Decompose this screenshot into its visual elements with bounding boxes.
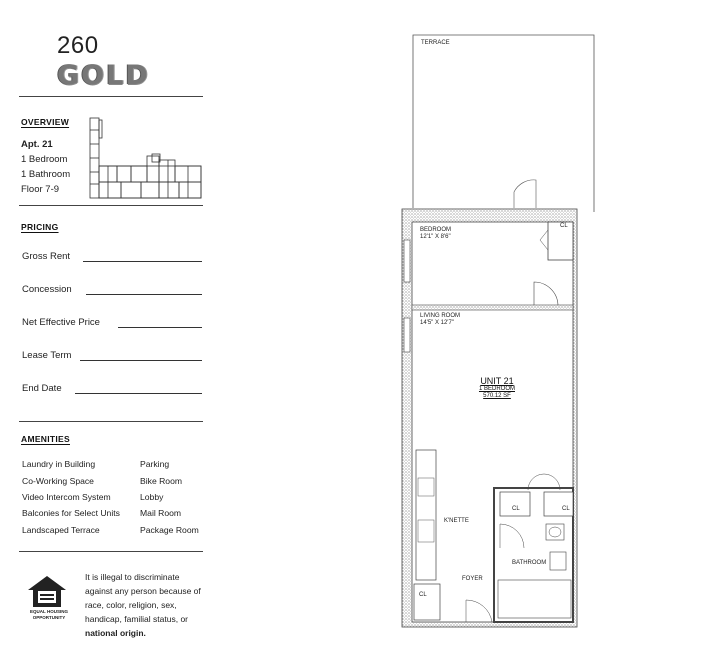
gross-rent-label: Gross Rent [22, 251, 71, 262]
amenity-item: Lobby [140, 492, 164, 502]
unit-summary [474, 376, 520, 400]
toilet [550, 552, 566, 570]
amenity-item: Package Room [140, 525, 199, 535]
amenity-item: Balconies for Select Units [22, 508, 120, 518]
eho-line-1: EQUAL HOUSING [30, 609, 68, 614]
disclaimer-bold: national origin. [85, 628, 146, 638]
living-room-dimensions: 14'5" X 12'7" [420, 320, 454, 326]
amenity-item: Bike Room [140, 476, 183, 486]
end-date-label: End Date [22, 383, 62, 394]
net-effective-price-label: Net Effective Price [22, 317, 100, 328]
unit-type: 1 BEDROOM [478, 386, 515, 392]
bathroom-count: 1 Bathroom [21, 169, 71, 180]
concession-label: Concession [22, 284, 72, 295]
terrace-label: TERRACE [421, 40, 450, 46]
disclaimer-text: It is illegal to discriminate against any person because of race, color, religion, sex, handicap, familial status, or [85, 572, 201, 624]
logo-number: 260 [57, 32, 99, 59]
unit-name: UNIT 21 [480, 376, 514, 386]
amenities-heading: AMENITIES [21, 434, 70, 444]
lease-term-label: Lease Term [22, 350, 72, 361]
bedroom-partition [412, 305, 573, 310]
bathroom-label: BATHROOM [512, 560, 547, 566]
amenity-item: Mail Room [140, 508, 182, 518]
foyer-label: FOYER [462, 576, 483, 582]
bedroom-count: 1 Bedroom [21, 154, 68, 165]
amenity-item: Laundry in Building [22, 459, 96, 469]
kitchenette-label: K'NETTE [444, 518, 469, 524]
tub [498, 580, 571, 618]
terrace-door [514, 180, 536, 208]
closet-label-left: CL [512, 506, 520, 512]
closet-label-bedroom: CL [560, 223, 568, 229]
floor-range: Floor 7-9 [21, 184, 60, 195]
living-window [404, 318, 410, 352]
logo-wordmark: GOLD [57, 60, 150, 91]
unit-area: 570.12 SF [483, 393, 511, 399]
bathroom-fixture [546, 524, 564, 540]
bedroom-dimensions: 12'1" X 8'6" [420, 234, 451, 240]
apartment-number: Apt. 21 [21, 139, 53, 150]
amenity-item: Co-Working Space [22, 476, 94, 486]
bedroom-label: BEDROOM [420, 227, 452, 233]
overview-heading: OVERVIEW [21, 117, 70, 127]
kitchenette-counter [416, 450, 436, 580]
bedroom-window [404, 240, 410, 282]
closet-label-foyer: CL [419, 592, 427, 598]
closet-label-right: CL [562, 506, 570, 512]
terrace-outline [413, 35, 594, 212]
living-room-label: LIVING ROOM [420, 313, 461, 319]
amenity-item: Landscaped Terrace [22, 525, 100, 535]
foyer-closet [414, 584, 440, 620]
pricing-heading: PRICING [21, 222, 59, 232]
amenity-item: Parking [140, 459, 170, 469]
eho-line-2: OPPORTUNITY [32, 615, 66, 620]
amenity-item: Video Intercom System [22, 492, 111, 502]
